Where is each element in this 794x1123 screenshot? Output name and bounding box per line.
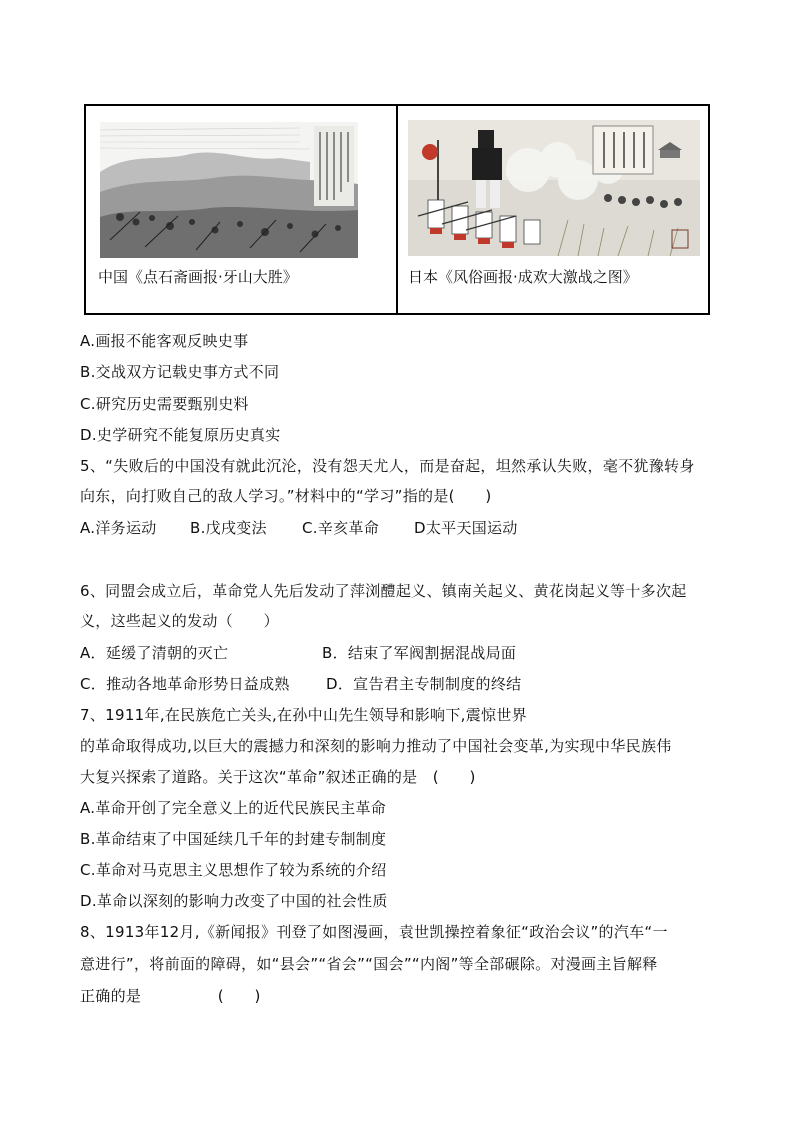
q7-stem-line1: 7、1911年,在民族危亡关头,在孙中山先生领导和影响下,震惊世界 <box>80 706 527 724</box>
image-caption-japan: 日本《风俗画报·成欢大激战之图》 <box>408 268 638 286</box>
q6-option-a: A．延缓了清朝的灭亡 <box>80 644 229 662</box>
q7-option-a: A.革命开创了完全意义上的近代民族民主革命 <box>80 799 387 817</box>
q5-option-d: D太平天国运动 <box>414 519 518 537</box>
image-cell-japan <box>398 106 708 313</box>
q8-stem-line3: 正确的是 ( ) <box>80 987 261 1005</box>
q4-option-c: C.研究历史需要甄别史料 <box>80 395 249 413</box>
q4-option-a: A.画报不能客观反映史事 <box>80 332 249 350</box>
dianshizhai-engraving-image <box>100 122 358 258</box>
image-caption-china: 中国《点石斋画报·牙山大胜》 <box>98 268 298 286</box>
q6-stem-line2: 义，这些起义的发动（ ） <box>80 612 279 630</box>
q7-stem-line2: 的革命取得成功,以巨大的震撼力和深刻的影响力推动了中国社会变革,为实现中华民族伟 <box>80 737 672 755</box>
q7-option-b: B.革命结束了中国延续几千年的封建专制制度 <box>80 830 387 848</box>
q7-stem-line3: 大复兴探索了道路。关于这次“革命”叙述正确的是 ( ) <box>80 768 476 786</box>
q5-option-a: A.洋务运动 <box>80 519 157 537</box>
image-comparison-table <box>84 104 710 315</box>
q5-stem-line2: 向东，向打败自己的敌人学习。”材料中的“学习”指的是( ) <box>80 487 492 505</box>
q6-option-b: B．结束了军阀割据混战局面 <box>322 644 517 662</box>
q6-option-c: C．推动各地革命形势日益成熟 <box>80 675 290 693</box>
image-cell-china <box>86 106 396 313</box>
q8-stem-line1: 8、1913年12月,《新闻报》刊登了如图漫画，袁世凯操控着象征“政治会议”的汽车“一 <box>80 923 668 941</box>
q4-option-b: B.交战双方记载史事方式不同 <box>80 363 280 381</box>
q4-option-d: D.史学研究不能复原历史真实 <box>80 426 281 444</box>
q5-option-b: B.戊戌变法 <box>190 519 267 537</box>
q5-option-c: C.辛亥革命 <box>302 519 380 537</box>
q5-stem-line1: 5、“失败后的中国没有就此沉沦，没有怨天尤人，而是奋起，坦然承认失败，毫不犹豫转身 <box>80 457 695 475</box>
q8-stem-line2: 意进行”，将前面的障碍，如“县会”“省会”“国会”“内阁”等全部碾除。对漫画主旨解释 <box>80 955 658 973</box>
fuzoku-gaho-print-image <box>408 120 700 256</box>
q7-option-c: C.革命对马克思主义思想作了较为系统的介绍 <box>80 861 387 879</box>
q6-option-d: D．宣告君主专制制度的终结 <box>326 675 522 693</box>
q6-stem-line1: 6、同盟会成立后，革命党人先后发动了萍浏醴起义、镇南关起义、黄花岗起义等十多次起 <box>80 582 687 600</box>
q7-option-d: D.革命以深刻的影响力改变了中国的社会性质 <box>80 892 388 910</box>
